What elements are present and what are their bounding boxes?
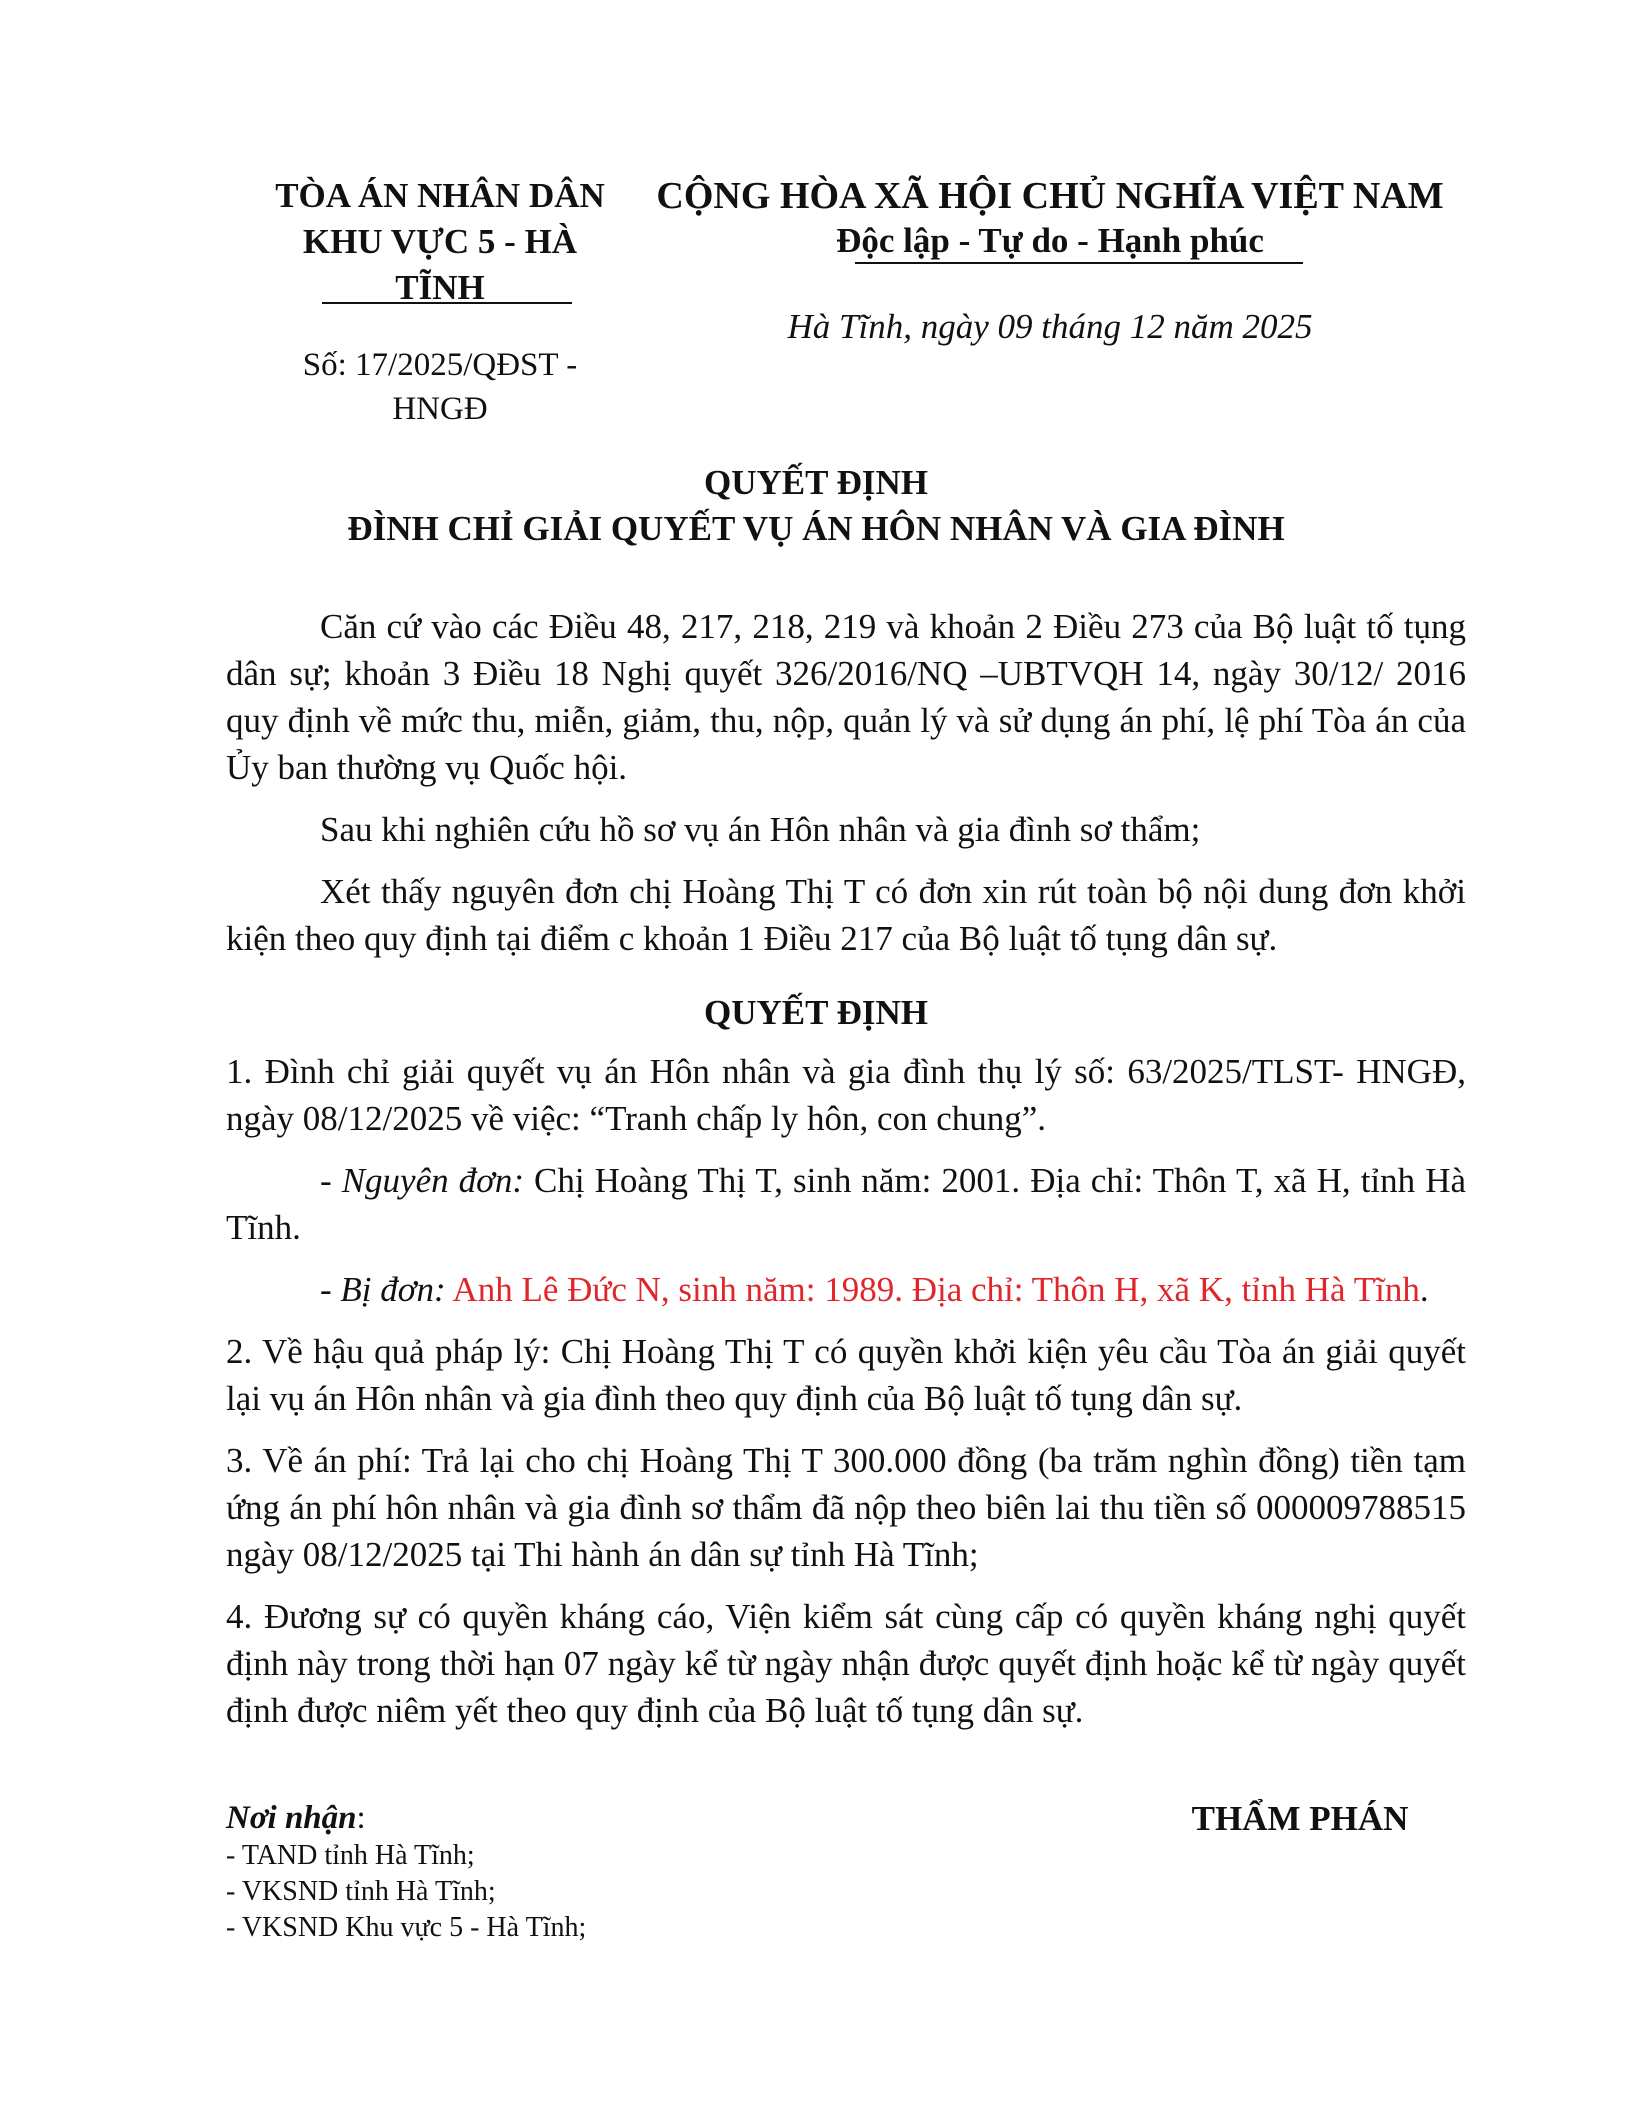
national-title: CỘNG HÒA XÃ HỘI CHỦ NGHĨA VIỆT NAM <box>656 175 1444 217</box>
signer-title: THẨM PHÁN <box>1191 1799 1409 1838</box>
recipients-title-text: Nơi nhận <box>226 1800 357 1836</box>
decision-item-1: 1. Đình chỉ giải quyết vụ án Hôn nhân và gia đình thụ lý số: 63/2025/TLST- HNGĐ, ngày 08/12/2025 về việc: “Tranh chấp ly hôn, con chung”. <box>226 1052 1466 1138</box>
court-name-line2: KHU VỰC 5 - HÀ <box>302 222 578 261</box>
defendant-end: . <box>1419 1270 1429 1309</box>
decision-item-2: 2. Về hậu quả pháp lý: Chị Hoàng Thị T có quyền khởi kiện yêu cầu Tòa án giải quyết lại vụ án Hôn nhân và gia đình theo quy định của Bộ luật tố tụng dân sự. <box>226 1332 1466 1418</box>
decision-body <box>226 1048 1466 1734</box>
plaintiff-line <box>226 1157 1466 1251</box>
plaintiff-text: Chị Hoàng Thị T, sinh năm: 2001. Địa chỉ: Thôn T, xã H, tỉnh Hà Tĩnh. <box>226 1161 1467 1247</box>
decision-item-3: 3. Về án phí: Trả lại cho chị Hoàng Thị T 300.000 đồng (ba trăm nghìn đồng) tiền tạm ứng án phí hôn nhân và gia đình sơ thẩm đã nộp theo biên lai thu tiền số 000009788515 ngày 08/12/2025 tại Thi hành án dân sự tỉnh Hà Tĩnh; <box>226 1441 1466 1574</box>
defendant-label: - Bị đơn: <box>320 1270 446 1309</box>
document-number <box>240 343 640 431</box>
motto-underline <box>855 262 1303 264</box>
document-title: QUYẾT ĐỊNH <box>704 463 928 502</box>
recipient-item: - TAND tỉnh Hà Tĩnh; <box>226 1840 475 1871</box>
defendant-line <box>226 1266 1466 1313</box>
document-number-line2: HNGĐ <box>392 391 488 427</box>
preamble <box>226 603 1466 962</box>
recipient-item: - VKSND tỉnh Hà Tĩnh; <box>226 1876 496 1907</box>
decision-item-4: 4. Đương sự có quyền kháng cáo, Viện kiểm sát cùng cấp có quyền kháng nghị quyết định này trong thời hạn 07 ngày kể từ ngày nhận được quyết định hoặc kể từ ngày quyết định được niêm yết theo quy định của Bộ luật tố tụng dân sự. <box>226 1597 1466 1730</box>
document-date: Hà Tĩnh, ngày 09 tháng 12 năm 2025 <box>787 307 1313 346</box>
court-name <box>240 173 640 311</box>
defendant-text: Anh Lê Đức N, sinh năm: 1989. Địa chỉ: Thôn H, xã K, tỉnh Hà Tĩnh <box>445 1270 1420 1309</box>
recipients-colon: : <box>356 1800 366 1836</box>
recipients-list <box>226 1838 586 1946</box>
document-subtitle: ĐÌNH CHỈ GIẢI QUYẾT VỤ ÁN HÔN NHÂN VÀ GIA ĐÌNH <box>347 509 1285 548</box>
court-underline <box>322 302 572 304</box>
court-name-line3: TĨNH <box>395 268 485 307</box>
preamble-legal-basis: Căn cứ vào các Điều 48, 217, 218, 219 và khoản 2 Điều 273 của Bộ luật tố tụng dân sự; khoản 3 Điều 18 Nghị quyết 326/2016/NQ –UBTVQH 14, ngày 30/12/ 2016 quy định về mức thu, miễn, giảm, thu, nộp, quản lý và sử dụng án phí, lệ phí Tòa án của Ủy ban thường vụ Quốc hội. <box>226 607 1466 787</box>
decision-heading: QUYẾT ĐỊNH <box>704 993 928 1032</box>
plaintiff-label: - Nguyên đơn: <box>320 1161 524 1200</box>
preamble-finding: Xét thấy nguyên đơn chị Hoàng Thị T có đơn xin rút toàn bộ nội dung đơn khởi kiện theo quy định tại điểm c khoản 1 Điều 217 của Bộ luật tố tụng dân sự. <box>226 872 1466 958</box>
preamble-review: Sau khi nghiên cứu hồ sơ vụ án Hôn nhân và gia đình sơ thẩm; <box>320 810 1201 849</box>
national-motto: Độc lập - Tự do - Hạnh phúc <box>836 221 1264 260</box>
recipients-title <box>226 1797 366 1839</box>
recipient-item: - VKSND Khu vực 5 - Hà Tĩnh; <box>226 1912 587 1943</box>
court-name-line1: TÒA ÁN NHÂN DÂN <box>275 176 605 215</box>
document-number-line1: Số: 17/2025/QĐST - <box>302 347 578 383</box>
